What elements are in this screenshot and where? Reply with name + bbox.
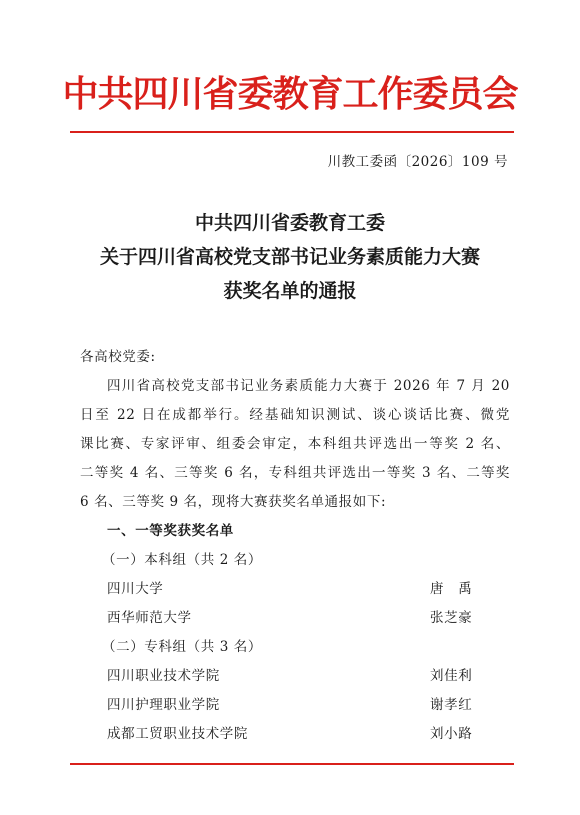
doc-title-line-3: 获奖名单的通报 (223, 280, 357, 302)
award-school: 四川职业技术学院 (107, 668, 220, 684)
section-heading-first-prize: 一、一等奖获奖名单 (107, 523, 234, 539)
paragraph-line: 6 名、三等奖 9 名，现将大赛获奖名单通报如下: (80, 494, 387, 510)
award-winner: 刘佳利 (430, 668, 473, 684)
paragraph-line: 四川省高校党支部书记业务素质能力大赛于 2026 年 7 月 20 (107, 378, 510, 394)
award-school: 四川护理职业学院 (107, 697, 220, 713)
salutation: 各高校党委: (80, 349, 156, 365)
paragraph-line: 二等奖 4 名、三等奖 6 名，专科组共评选出一等奖 3 名、二等奖 (80, 465, 510, 481)
document-number: 川教工委函〔2026〕109 号 (327, 154, 508, 170)
award-winner: 刘小路 (430, 726, 473, 742)
group-heading-vocational: （二）专科组（共 3 名） (102, 639, 262, 655)
award-winner: 张芝豪 (430, 610, 473, 626)
award-winner: 谢孝红 (430, 697, 473, 713)
award-school: 西华师范大学 (107, 610, 192, 626)
paragraph-line: 日至 22 日在成都举行。经基础知识测试、谈心谈话比赛、微党 (80, 407, 510, 423)
doc-title-line-2: 关于四川省高校党支部书记业务素质能力大赛 (99, 246, 480, 268)
group-heading-undergrad: （一）本科组（共 2 名） (102, 552, 262, 568)
award-school: 四川大学 (107, 581, 164, 597)
org-masthead-title: 中共四川省委教育工作委员会 (62, 73, 518, 115)
red-divider-bottom (70, 763, 514, 765)
award-winner: 唐 禹 (430, 581, 473, 597)
paragraph-line: 课比赛、专家评审、组委会审定，本科组共评选出一等奖 2 名、 (80, 436, 510, 452)
award-school: 成都工贸职业技术学院 (107, 726, 248, 742)
red-divider-top (70, 131, 514, 133)
doc-title-line-1: 中共四川省委教育工委 (194, 212, 385, 234)
